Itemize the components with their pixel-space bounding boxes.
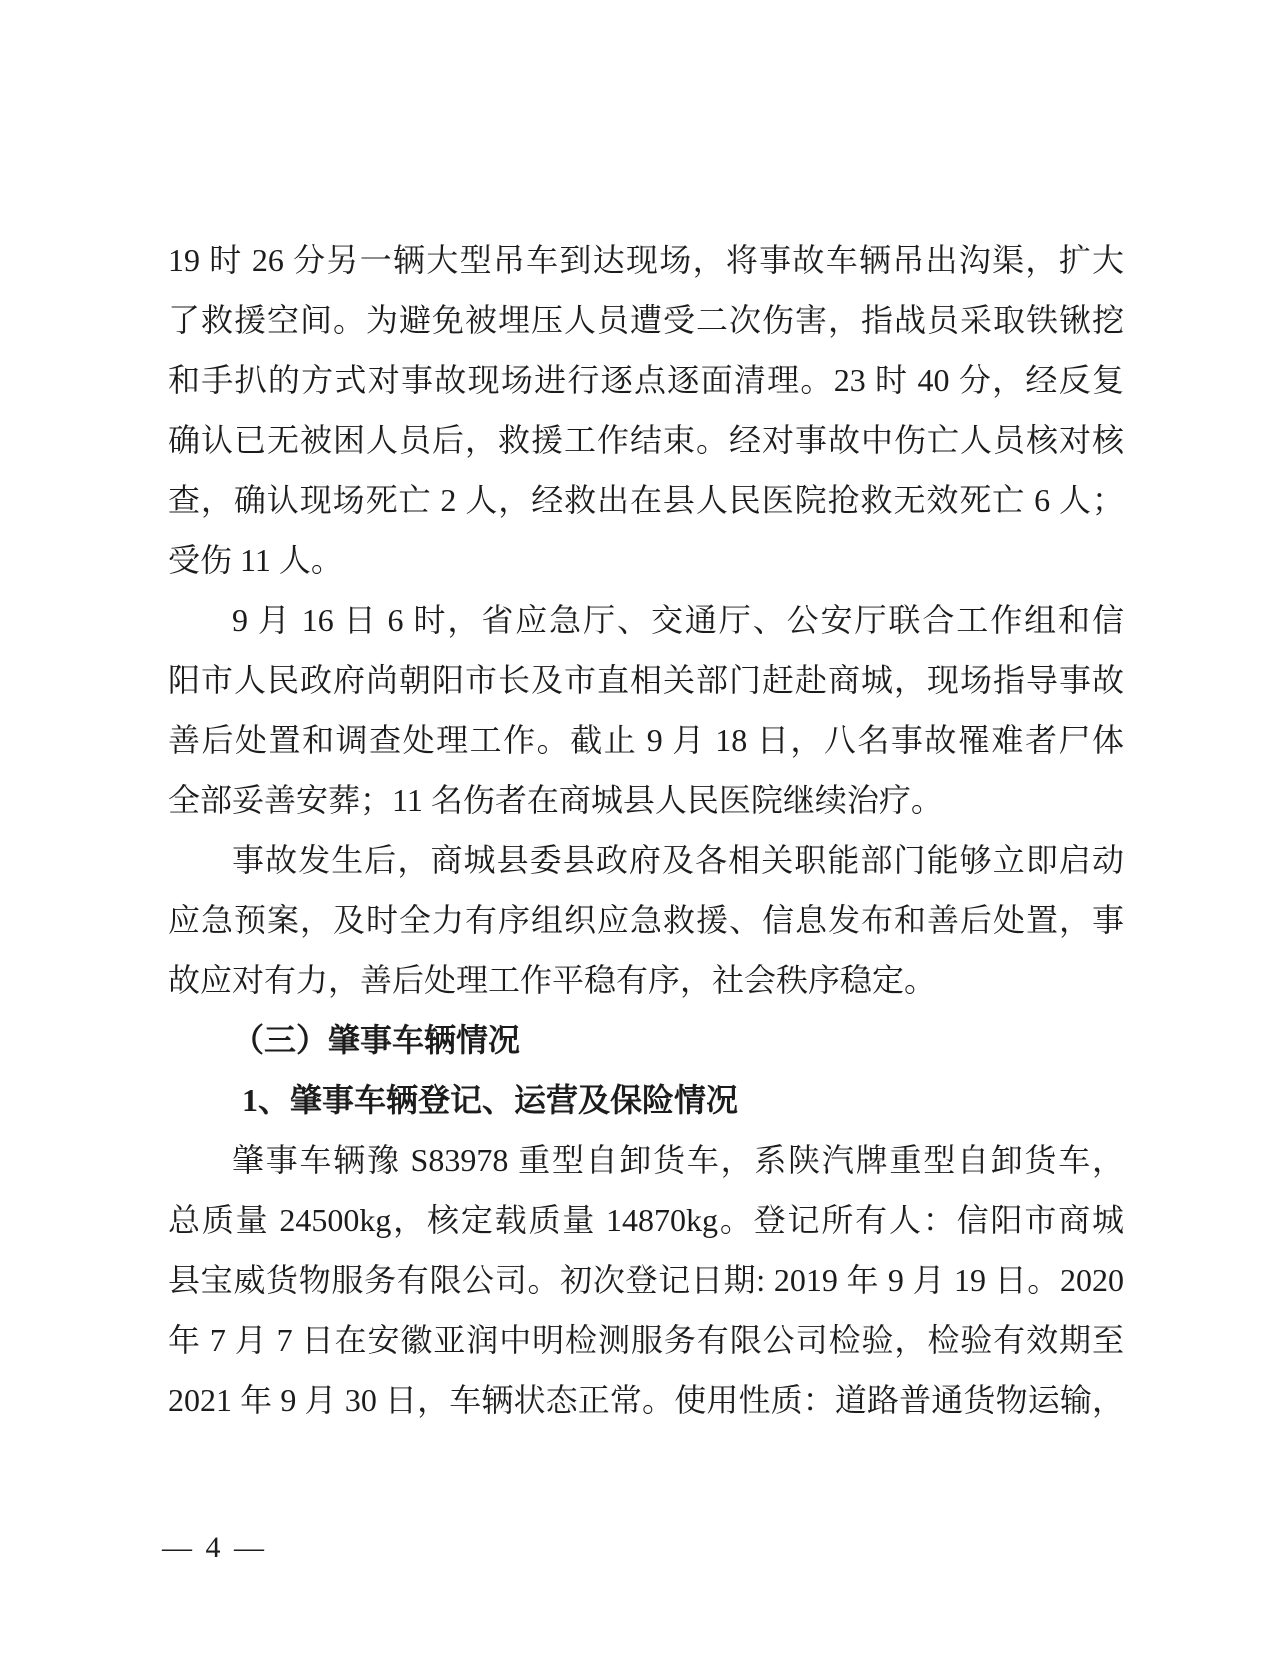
section-heading: （三）肇事车辆情况 xyxy=(232,1022,521,1058)
body-line: 应急预案，及时全力有序组织应急救援、信息发布和善后处置，事 xyxy=(168,902,1124,938)
body-line: 全部妥善安葬；11 名伤者在商城县人民医院继续治疗。 xyxy=(168,782,943,818)
body-line: 9 月 16 日 6 时，省应急厅、交通厅、公安厅联合工作组和信 xyxy=(232,602,1124,638)
body-line: 县宝威货物服务有限公司。初次登记日期: 2019 年 9 月 19 日。2020 xyxy=(168,1262,1124,1298)
body-line: 故应对有力，善后处理工作平稳有序，社会秩序稳定。 xyxy=(168,962,937,998)
body-line: 阳市人民政府尚朝阳市长及市直相关部门赶赴商城，现场指导事故 xyxy=(168,662,1124,698)
body-line: 19 时 26 分另一辆大型吊车到达现场，将事故车辆吊出沟渠，扩大 xyxy=(168,242,1124,278)
subsection-heading: 1、肇事车辆登记、运营及保险情况 xyxy=(242,1082,739,1118)
document-body xyxy=(168,230,1124,1430)
body-line: 了救援空间。为避免被埋压人员遭受二次伤害，指战员采取铁锹挖 xyxy=(168,302,1124,338)
body-line: 确认已无被困人员后，救援工作结束。经对事故中伤亡人员核对核 xyxy=(168,422,1124,458)
body-line: 和手扒的方式对事故现场进行逐点逐面清理。23 时 40 分，经反复 xyxy=(168,362,1124,398)
body-line: 肇事车辆豫 S83978 重型自卸货车，系陕汽牌重型自卸货车， xyxy=(232,1142,1124,1178)
body-line: 查，确认现场死亡 2 人，经救出在县人民医院抢救无效死亡 6 人； xyxy=(168,482,1124,518)
body-line: 事故发生后，商城县委县政府及各相关职能部门能够立即启动 xyxy=(232,842,1124,878)
body-line: 受伤 11 人。 xyxy=(168,542,343,578)
body-line: 善后处置和调查处理工作。截止 9 月 18 日，八名事故罹难者尸体 xyxy=(168,722,1124,758)
body-line: 2021 年 9 月 30 日，车辆状态正常。使用性质：道路普通货物运输， xyxy=(168,1382,1124,1418)
body-line: 总质量 24500kg，核定载质量 14870kg。登记所有人：信阳市商城 xyxy=(168,1202,1124,1238)
body-line: 年 7 月 7 日在安徽亚润中明检测服务有限公司检验，检验有效期至 xyxy=(168,1322,1124,1358)
page-number: — 4 — xyxy=(162,1531,267,1564)
